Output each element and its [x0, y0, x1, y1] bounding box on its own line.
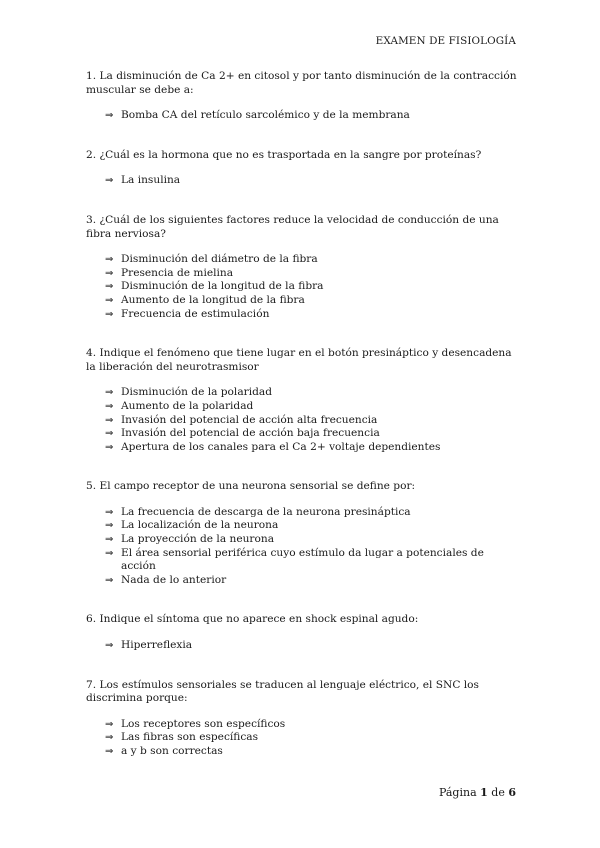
rightwards-double-arrow-icon: ⇒ — [105, 294, 114, 306]
page-footer — [439, 786, 516, 800]
answer-text: Invasión del potencial de acción baja frecuencia — [121, 427, 380, 440]
question-block — [86, 347, 518, 454]
answer-text: La proyección de la neurona — [121, 533, 275, 546]
question-list — [86, 70, 518, 785]
answer-text: Bomba CA del retículo sarcolémico y de la membrana — [121, 109, 410, 122]
answer-list — [86, 174, 518, 188]
rightwards-double-arrow-icon: ⇒ — [105, 746, 114, 757]
of-label: de — [491, 786, 505, 799]
answer-list — [86, 253, 518, 321]
answer-text: Frecuencia de estimulación — [121, 307, 270, 320]
rightwards-double-arrow-icon: ⇒ — [105, 732, 114, 744]
answer-item — [105, 109, 518, 123]
rightwards-double-arrow-icon: ⇒ — [105, 110, 114, 122]
question-block — [86, 149, 518, 188]
answer-item — [105, 267, 518, 281]
question-block — [86, 613, 518, 652]
answer-list — [86, 506, 518, 588]
header-title: EXAMEN DE FISIOLOGÍA — [375, 35, 516, 47]
answer-text: Presencia de mielina — [121, 266, 234, 279]
answer-text: Nada de lo anterior — [121, 573, 227, 586]
answer-item — [105, 547, 518, 574]
answer-item — [105, 731, 518, 745]
question-text: 5. El campo receptor de una neurona sensorial se define por: — [86, 480, 416, 493]
rightwards-double-arrow-icon: ⇒ — [105, 441, 114, 453]
answer-text: El área sensorial periférica cuyo estímulo da lugar a potenciales de acción — [121, 546, 484, 573]
answer-list — [86, 718, 518, 759]
answer-text: Hiperreflexia — [121, 639, 193, 652]
answer-text: La frecuencia de descarga de la neurona presináptica — [121, 505, 411, 518]
answer-item — [105, 427, 518, 441]
rightwards-double-arrow-icon: ⇒ — [105, 308, 114, 320]
answer-text: Disminución de la longitud de la fibra — [121, 280, 324, 293]
answer-text: Aumento de la polaridad — [121, 399, 254, 412]
answer-item — [105, 308, 518, 322]
rightwards-double-arrow-icon: ⇒ — [105, 428, 114, 440]
answer-item — [105, 506, 518, 520]
rightwards-double-arrow-icon: ⇒ — [105, 400, 114, 412]
question-text: 2. ¿Cuál es la hormona que no es trasportada en la sangre por proteínas? — [86, 148, 482, 161]
rightwards-double-arrow-icon: ⇒ — [105, 281, 114, 293]
answer-item — [105, 639, 518, 653]
rightwards-double-arrow-icon: ⇒ — [105, 506, 114, 518]
answer-item — [105, 441, 518, 455]
rightwards-double-arrow-icon: ⇒ — [105, 574, 114, 586]
answer-item — [105, 400, 518, 414]
answer-list — [86, 109, 518, 123]
answer-text: Apertura de los canales para el Ca 2+ voltaje dependientes — [121, 440, 441, 453]
rightwards-double-arrow-icon: ⇒ — [105, 254, 114, 266]
question-block — [86, 70, 518, 123]
question-text: 6. Indique el síntoma que no aparece en shock espinal agudo: — [86, 613, 419, 626]
rightwards-double-arrow-icon: ⇒ — [105, 640, 114, 652]
answer-list — [86, 639, 518, 653]
answer-item — [105, 280, 518, 294]
rightwards-double-arrow-icon: ⇒ — [105, 175, 114, 187]
question-block — [86, 679, 518, 759]
rightwards-double-arrow-icon: ⇒ — [105, 534, 114, 546]
answer-item — [105, 745, 518, 759]
rightwards-double-arrow-icon: ⇒ — [105, 267, 114, 279]
total-pages-number: 6 — [508, 786, 516, 799]
question-text: 1. La disminución de Ca 2+ en citosol y por tanto disminución de la contracción muscular se debe a: — [86, 70, 517, 96]
question-text: 7. Los estímulos sensoriales se traducen al lenguaje eléctrico, el SNC los discrimina porque: — [86, 678, 479, 705]
answer-item — [105, 414, 518, 428]
rightwards-double-arrow-icon: ⇒ — [105, 718, 114, 730]
answer-text: Las fibras son específicas — [121, 731, 259, 744]
question-block — [86, 480, 518, 587]
answer-text: La insulina — [121, 174, 181, 187]
answer-item — [105, 294, 518, 308]
answer-item — [105, 519, 518, 533]
answer-text: Disminución del diámetro de la fibra — [121, 253, 318, 266]
rightwards-double-arrow-icon: ⇒ — [105, 520, 114, 532]
answer-list — [86, 386, 518, 454]
answer-text: Invasión del potencial de acción alta frecuencia — [121, 413, 378, 426]
rightwards-double-arrow-icon: ⇒ — [105, 387, 114, 399]
answer-item — [105, 533, 518, 547]
rightwards-double-arrow-icon: ⇒ — [105, 547, 114, 559]
rightwards-double-arrow-icon: ⇒ — [105, 414, 114, 426]
answer-item — [105, 574, 518, 588]
answer-text: Aumento de la longitud de la fibra — [121, 293, 305, 306]
answer-text: a y b son correctas — [121, 745, 223, 757]
question-block — [86, 214, 518, 321]
answer-text: La localización de la neurona — [121, 519, 279, 532]
current-page-number: 1 — [480, 786, 488, 799]
answer-item — [105, 253, 518, 267]
question-text: 3. ¿Cuál de los siguientes factores reduce la velocidad de conducción de una fibra nerviosa? — [86, 213, 499, 240]
page-label: Página — [438, 786, 477, 799]
answer-text: Los receptores son específicos — [121, 717, 286, 730]
answer-item — [105, 386, 518, 400]
answer-text: Disminución de la polaridad — [121, 386, 272, 399]
question-text: 4. Indique el fenómeno que tiene lugar en el botón presináptico y desencadena la liberación del neurotrasmisor — [86, 347, 512, 373]
answer-item — [105, 174, 518, 188]
answer-item — [105, 718, 518, 732]
